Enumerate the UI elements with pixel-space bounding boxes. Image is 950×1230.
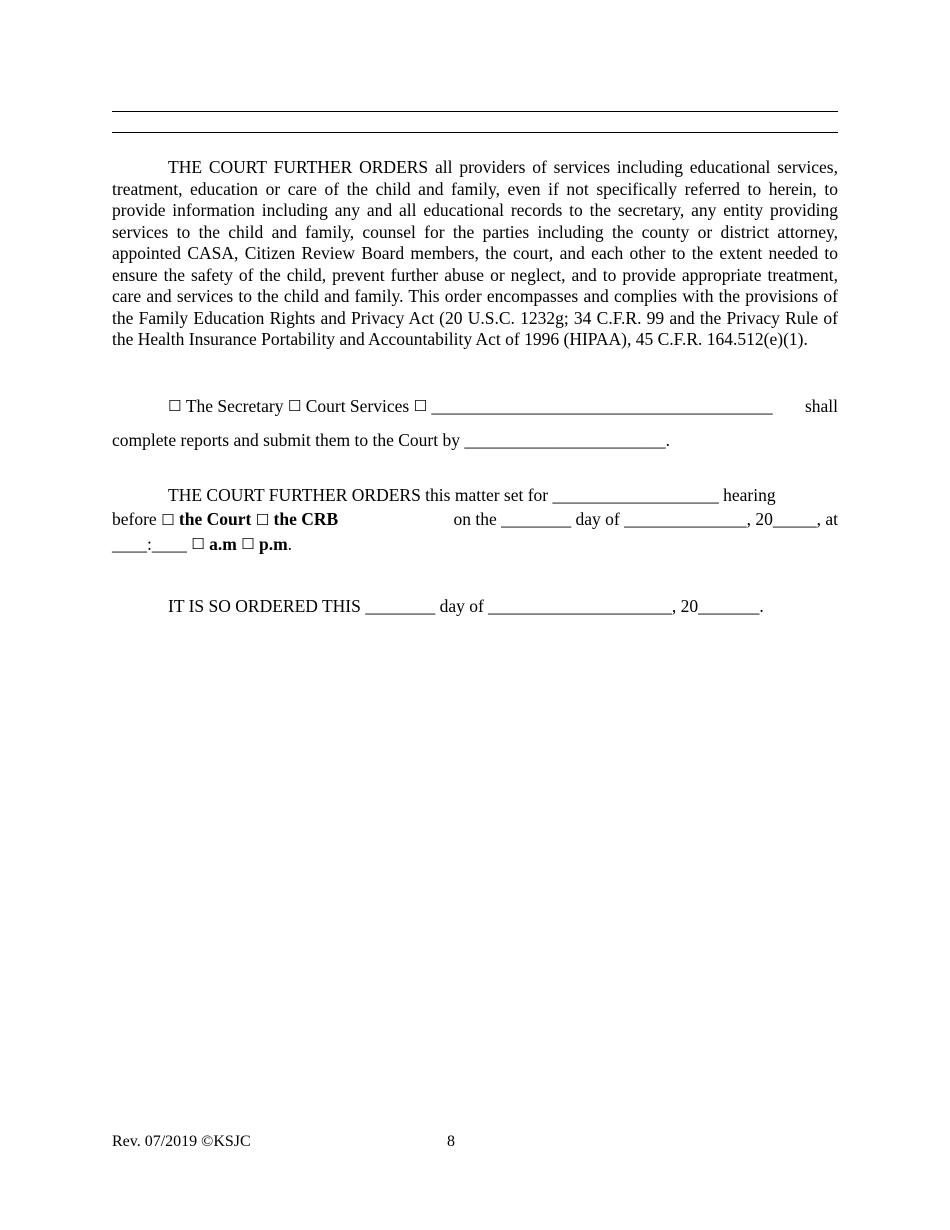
second-rule xyxy=(112,132,838,133)
option-court-services-label: Court Services xyxy=(305,396,410,416)
option-secretary-label: The Secretary xyxy=(185,396,284,416)
checkbox-am[interactable]: ☐ xyxy=(191,535,205,553)
am-label: a.m xyxy=(209,534,237,554)
checkbox-the-crb[interactable]: ☐ xyxy=(255,511,270,529)
top-rule xyxy=(112,111,838,112)
checkbox-court-services[interactable]: ☐ xyxy=(287,397,302,415)
hearing-order-paragraph xyxy=(112,483,838,556)
hearing-time-blank[interactable]: ____:____ xyxy=(112,534,187,554)
records-order-text: THE COURT FURTHER ORDERS all providers of services including educational services, treatment, education or care of the child and family, even if not specifically referred to herein, to provide information including any and all educational records to the secretary, any entity providing services to the child and family, counsel for the parties including the county or district attorney, appointed CASA, Citizen Review Board members, the court, and each other to the extent needed to ensure the safety of the child, prevent further abuse or neglect, and to provide appropriate treatment, care and services to the child and family. This order encompasses and complies with the provisions of the Family Education Rights and Privacy Act (20 U.S.C. 1232g; 34 C.F.R. 99 and the Privacy Rule of the Health Insurance Portability and Accountability Act of 1996 (HIPAA), 45 C.F.R. 164.512(e)(1). xyxy=(112,157,838,349)
footer-revision: Rev. 07/2019 ©KSJC xyxy=(112,1133,251,1150)
the-crb-label: the CRB xyxy=(273,509,339,529)
hearing-line-2 xyxy=(112,507,838,532)
reports-order-paragraph xyxy=(112,395,838,451)
checkbox-the-court[interactable]: ☐ xyxy=(161,511,175,529)
so-ordered-paragraph xyxy=(112,596,838,618)
reports-line-1 xyxy=(112,395,838,417)
hearing-date-text: on the ________ day of ______________, 20_____, at xyxy=(453,509,838,529)
checkbox-pm[interactable]: ☐ xyxy=(241,535,255,553)
before-word: before xyxy=(112,509,157,529)
hearing-period: . xyxy=(287,534,293,554)
checkbox-secretary[interactable]: ☐ xyxy=(168,397,182,415)
hearing-line-1-text: THE COURT FURTHER ORDERS this matter set for ___________________ hearing xyxy=(168,485,776,505)
so-ordered-text: IT IS SO ORDERED THIS ________ day of _____________________, 20_______. xyxy=(168,596,764,616)
pm-label: p.m xyxy=(258,534,288,554)
hearing-line-1 xyxy=(112,483,838,507)
reports-line-2: complete reports and submit them to the Court by _______________________. xyxy=(112,430,670,450)
hearing-line-3 xyxy=(112,532,838,556)
other-blank[interactable]: _______________________________________ xyxy=(431,396,773,416)
shall-word: shall xyxy=(804,396,838,416)
the-court-label: the Court xyxy=(178,509,252,529)
records-order-paragraph xyxy=(112,157,838,351)
checkbox-other[interactable]: ☐ xyxy=(413,397,428,415)
footer-page-number: 8 xyxy=(447,1133,455,1150)
